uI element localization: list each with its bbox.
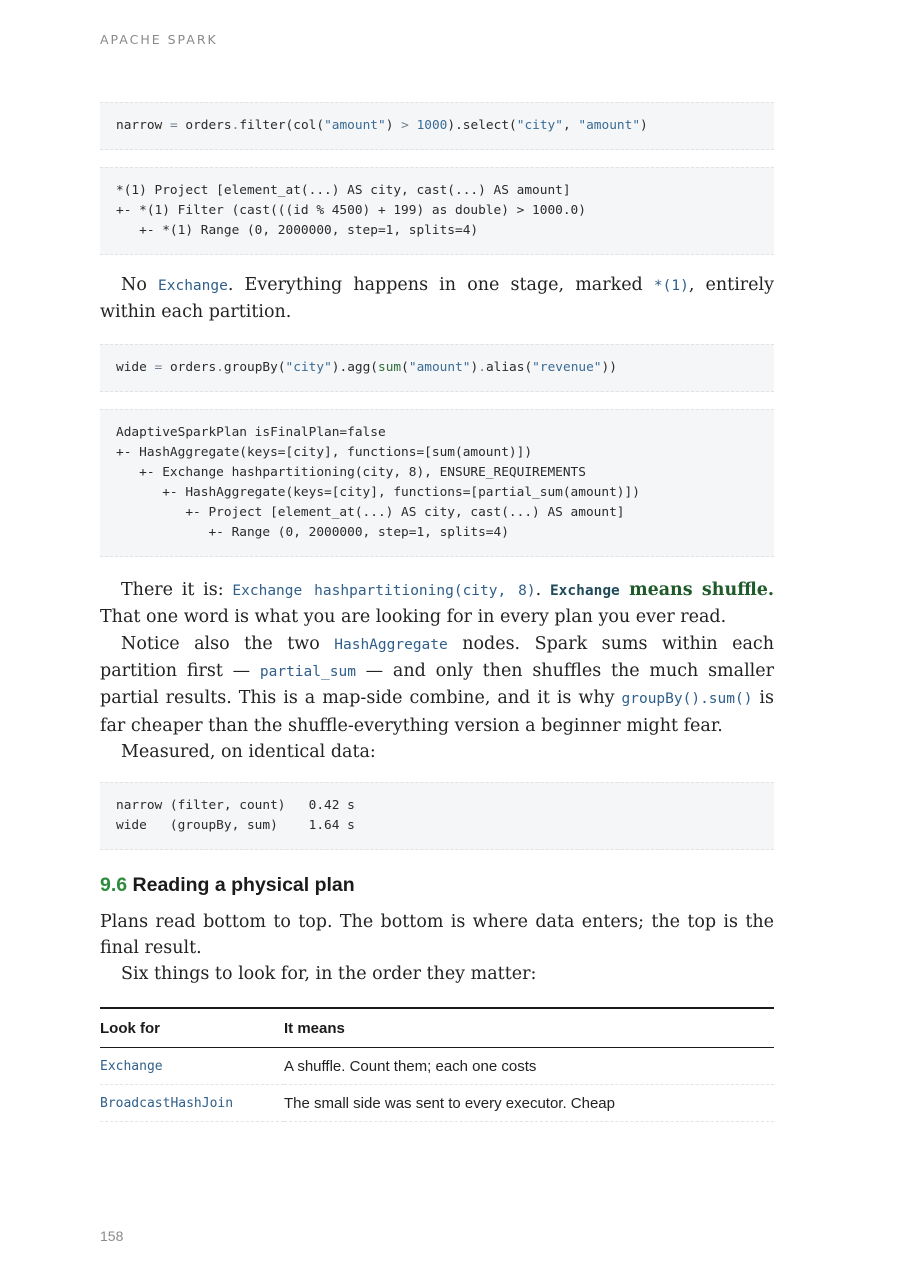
code-string: "revenue" [532, 359, 602, 375]
code-token: ) [470, 359, 479, 375]
section-title: Reading a physical plan [132, 873, 355, 896]
section-heading [100, 874, 774, 897]
code-token: ).agg( [331, 359, 379, 375]
inline-code: groupBy().sum() [621, 691, 753, 708]
code-token: = [162, 118, 186, 133]
physical-plan-wide: AdaptiveSparkPlan isFinalPlan=false +- HashAggregate(keys=[city], functions=[sum(amount)]) +- Exchange hashpartitioning(city, 8), ENSURE_REQUIREMENTS +- HashAggregate(keys=[city], functions=[partial_sum(amount)]) +- Project [element_at(...) AS city, cast(...) AS amount] +- Range (0, 2000000, step=1, splits=4) [100, 409, 774, 557]
strong-text: means shuffle. [619, 579, 774, 600]
code-token: . [231, 118, 240, 133]
code-token: . [216, 359, 224, 375]
code-token: groupBy( [223, 359, 286, 375]
code-token: . [478, 359, 486, 375]
inline-code-strong: Exchange [549, 582, 620, 599]
code-token: narrow [116, 118, 163, 133]
text-run: There it is: [121, 579, 233, 600]
lookup-table [100, 1007, 774, 1122]
text-run: Notice also the two [121, 633, 335, 654]
code-token: , [562, 118, 579, 133]
code-string: "city" [285, 359, 332, 375]
page-number: 158 [100, 1228, 124, 1244]
code-block-wide [100, 344, 774, 392]
physical-plan-narrow: *(1) Project [element_at(...) AS city, cast(...) AS amount] +- *(1) Filter (cast(((id % 4500) + 199) as double) > 1000.0) +- *(1) Range (0, 2000000, step=1, splits=4) [100, 167, 774, 255]
text-run: . [535, 579, 550, 600]
code-function: sum [378, 359, 402, 375]
code-block-narrow [100, 102, 774, 150]
code-token: = [146, 359, 170, 375]
paragraph-six-things: Six things to look for, in the order they matter: [121, 964, 537, 985]
code-string: "amount" [578, 118, 641, 133]
inline-code: HashAggregate [334, 636, 448, 653]
code-string: "city" [516, 118, 563, 133]
code-token: ) [385, 118, 402, 133]
column-header-look-for: Look for [100, 1008, 284, 1048]
code-token: ) [640, 118, 648, 133]
code-number: 1000 [416, 118, 448, 133]
code-string: "amount" [408, 359, 471, 375]
text-run: is far cheaper than the shuffle-everything version a beginner might fear. [100, 688, 775, 736]
table-cell-key: BroadcastHashJoin [100, 1084, 284, 1121]
table-cell-meaning: A shuffle. Count them; each one costs [284, 1047, 774, 1084]
paragraph-exchange [100, 577, 774, 631]
code-token [409, 118, 417, 133]
code-token: ( [401, 359, 409, 375]
text-run: No [121, 275, 158, 295]
inline-code: *(1) [653, 278, 689, 294]
table-row [100, 1084, 774, 1121]
inline-code: Exchange hashpartitioning(city, 8) [232, 582, 536, 599]
code-token: orders [169, 359, 217, 375]
timings-block: narrow (filter, count) 0.42 s wide (groupBy, sum) 1.64 s [100, 782, 774, 850]
section-number: 9.6 [100, 873, 128, 896]
table-header-row [100, 1008, 774, 1048]
code-token: wide [116, 359, 147, 375]
code-token: ).select( [447, 118, 517, 133]
paragraph-narrow-explanation [100, 272, 774, 326]
code-token: > [401, 118, 409, 133]
paragraph-plans-read: Plans read bottom to top. The bottom is where data enters; the top is the final result. [100, 911, 774, 959]
column-header-it-means: It means [284, 1008, 774, 1048]
text-run: nodes. Spark sums within each partition first — [100, 633, 774, 682]
table-row [100, 1047, 774, 1084]
code-string: "amount" [324, 118, 386, 133]
code-token: )) [601, 359, 617, 375]
inline-code: Exchange [158, 278, 228, 294]
paragraph-hashaggregate [100, 631, 774, 740]
code-token: orders [185, 118, 232, 133]
text-run: That one word is what you are looking for in every plan you ever read. [100, 607, 727, 628]
code-token: alias( [485, 359, 533, 375]
running-head: APACHE SPARK [100, 32, 218, 47]
table-cell-meaning: The small side was sent to every executor. Cheap [284, 1084, 774, 1121]
text-run: , entirely within each partition. [100, 275, 774, 323]
page-content [100, 102, 774, 1122]
table-cell-key: Exchange [100, 1047, 284, 1084]
inline-code: partial_sum [259, 664, 356, 681]
paragraph-measured: Measured, on identical data: [121, 742, 376, 763]
code-token: filter(col( [239, 118, 325, 133]
text-run: . Everything happens in one stage, marked [227, 275, 654, 295]
text-run: — and only then shuffles the much smaller partial results. This is a map-side combine, and it is why [100, 661, 774, 709]
